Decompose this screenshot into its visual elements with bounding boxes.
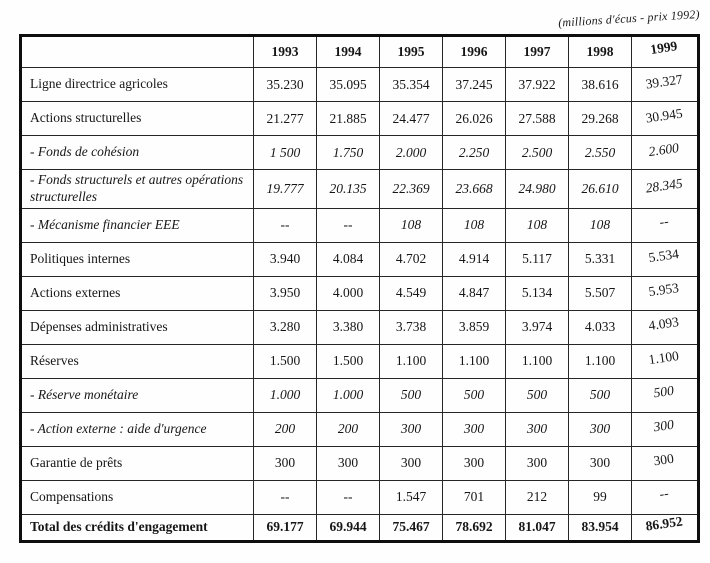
row-label: - Fonds de cohésion: [21, 136, 254, 170]
cell-value: 4.084: [317, 242, 380, 276]
cell-value: 300: [506, 412, 569, 446]
cell-value: 4.093: [632, 310, 699, 344]
cell-value: 500: [506, 378, 569, 412]
table-row: [21, 102, 699, 136]
cell-value: 35.230: [254, 68, 317, 102]
table-header-row: [21, 36, 699, 68]
cell-value: 300: [443, 446, 506, 480]
cell-value: 20.135: [317, 170, 380, 209]
cell-value: 39.327: [632, 68, 699, 102]
cell-value: 2.250: [443, 136, 506, 170]
cell-value: 5.134: [506, 276, 569, 310]
cell-value: 701: [443, 480, 506, 514]
cell-value: 26.026: [443, 102, 506, 136]
cell-value: 200: [317, 412, 380, 446]
cell-value: 27.588: [506, 102, 569, 136]
year-header: 1998: [569, 36, 632, 68]
cell-value: 108: [506, 208, 569, 242]
cell-value: 99: [569, 480, 632, 514]
cell-value: 5.953: [632, 276, 699, 310]
cell-value: 3.380: [317, 310, 380, 344]
corner-cell: [21, 36, 254, 68]
cell-value: 26.610: [569, 170, 632, 209]
cell-value: --: [317, 480, 380, 514]
table-row: [21, 446, 699, 480]
cell-value: 2.550: [569, 136, 632, 170]
cell-value: 500: [380, 378, 443, 412]
cell-value: 38.616: [569, 68, 632, 102]
row-label: Actions structurelles: [21, 102, 254, 136]
cell-value: 37.922: [506, 68, 569, 102]
budget-table: [19, 34, 700, 543]
table-row: [21, 242, 699, 276]
cell-value: 75.467: [380, 514, 443, 541]
cell-value: 1.500: [254, 344, 317, 378]
cell-value: 108: [380, 208, 443, 242]
cell-value: 23.668: [443, 170, 506, 209]
cell-value: 1.100: [380, 344, 443, 378]
table-row: [21, 136, 699, 170]
row-label: Total des crédits d'engagement: [21, 514, 254, 541]
cell-value: 21.277: [254, 102, 317, 136]
row-label: Dépenses administratives: [21, 310, 254, 344]
table-row: [21, 480, 699, 514]
year-header: 1999: [632, 36, 699, 68]
row-label: Compensations: [21, 480, 254, 514]
cell-value: 300: [569, 412, 632, 446]
year-header: 1993: [254, 36, 317, 68]
year-header: 1994: [317, 36, 380, 68]
row-label: Garantie de prêts: [21, 446, 254, 480]
cell-value: 500: [632, 378, 699, 412]
cell-value: 300: [632, 446, 699, 480]
cell-value: 300: [632, 412, 699, 446]
cell-value: 30.945: [632, 102, 699, 136]
cell-value: 1.750: [317, 136, 380, 170]
cell-value: 500: [569, 378, 632, 412]
cell-value: 1.500: [317, 344, 380, 378]
cell-value: 2.600: [632, 136, 699, 170]
table-row: [21, 310, 699, 344]
cell-value: 4.847: [443, 276, 506, 310]
cell-value: 35.095: [317, 68, 380, 102]
row-label: Politiques internes: [21, 242, 254, 276]
cell-value: 29.268: [569, 102, 632, 136]
cell-value: 1.100: [443, 344, 506, 378]
table-row: [21, 276, 699, 310]
row-label: - Action externe : aide d'urgence: [21, 412, 254, 446]
cell-value: 3.974: [506, 310, 569, 344]
cell-value: 108: [443, 208, 506, 242]
cell-value: 86.952: [632, 514, 699, 541]
cell-value: 5.534: [632, 242, 699, 276]
units-caption: (millions d'écus - prix 1992): [558, 7, 701, 30]
cell-value: 78.692: [443, 514, 506, 541]
row-label: Actions externes: [21, 276, 254, 310]
cell-value: 300: [380, 412, 443, 446]
year-header: 1995: [380, 36, 443, 68]
cell-value: 212: [506, 480, 569, 514]
cell-value: --: [254, 480, 317, 514]
cell-value: 4.000: [317, 276, 380, 310]
table-body: [21, 68, 699, 542]
cell-value: 19.777: [254, 170, 317, 209]
table-row: [21, 378, 699, 412]
table-row: [21, 412, 699, 446]
row-label: Ligne directrice agricoles: [21, 68, 254, 102]
cell-value: 1.000: [254, 378, 317, 412]
cell-value: 1.100: [632, 344, 699, 378]
cell-value: 3.738: [380, 310, 443, 344]
cell-value: 4.914: [443, 242, 506, 276]
cell-value: 5.117: [506, 242, 569, 276]
cell-value: 81.047: [506, 514, 569, 541]
cell-value: --: [632, 208, 699, 242]
cell-value: 3.940: [254, 242, 317, 276]
cell-value: 1.000: [317, 378, 380, 412]
cell-value: 22.369: [380, 170, 443, 209]
cell-value: 5.507: [569, 276, 632, 310]
cell-value: 3.950: [254, 276, 317, 310]
cell-value: 69.944: [317, 514, 380, 541]
cell-value: 35.354: [380, 68, 443, 102]
cell-value: 5.331: [569, 242, 632, 276]
row-label: - Fonds structurels et autres opérations structurelles: [21, 170, 254, 209]
cell-value: 300: [254, 446, 317, 480]
cell-value: 4.549: [380, 276, 443, 310]
cell-value: --: [317, 208, 380, 242]
table-row: [21, 344, 699, 378]
cell-value: 2.500: [506, 136, 569, 170]
year-header: 1997: [506, 36, 569, 68]
cell-value: 3.859: [443, 310, 506, 344]
cell-value: 24.980: [506, 170, 569, 209]
cell-value: 21.885: [317, 102, 380, 136]
table-row: [21, 514, 699, 541]
cell-value: 83.954: [569, 514, 632, 541]
cell-value: 300: [506, 446, 569, 480]
cell-value: 200: [254, 412, 317, 446]
cell-value: 300: [380, 446, 443, 480]
cell-value: 69.177: [254, 514, 317, 541]
cell-value: 1 500: [254, 136, 317, 170]
cell-value: 28.345: [632, 170, 699, 209]
table-row: [21, 208, 699, 242]
cell-value: 1.547: [380, 480, 443, 514]
cell-value: 1.100: [569, 344, 632, 378]
cell-value: 108: [569, 208, 632, 242]
table-row: [21, 170, 699, 209]
cell-value: --: [254, 208, 317, 242]
table-row: [21, 68, 699, 102]
cell-value: 24.477: [380, 102, 443, 136]
cell-value: --: [632, 480, 699, 514]
year-header: 1996: [443, 36, 506, 68]
cell-value: 4.702: [380, 242, 443, 276]
cell-value: 300: [569, 446, 632, 480]
cell-value: 1.100: [506, 344, 569, 378]
cell-value: 300: [317, 446, 380, 480]
cell-value: 500: [443, 378, 506, 412]
cell-value: 3.280: [254, 310, 317, 344]
row-label: - Réserve monétaire: [21, 378, 254, 412]
cell-value: 37.245: [443, 68, 506, 102]
row-label: - Mécanisme financier EEE: [21, 208, 254, 242]
cell-value: 2.000: [380, 136, 443, 170]
cell-value: 300: [443, 412, 506, 446]
cell-value: 4.033: [569, 310, 632, 344]
row-label: Réserves: [21, 344, 254, 378]
